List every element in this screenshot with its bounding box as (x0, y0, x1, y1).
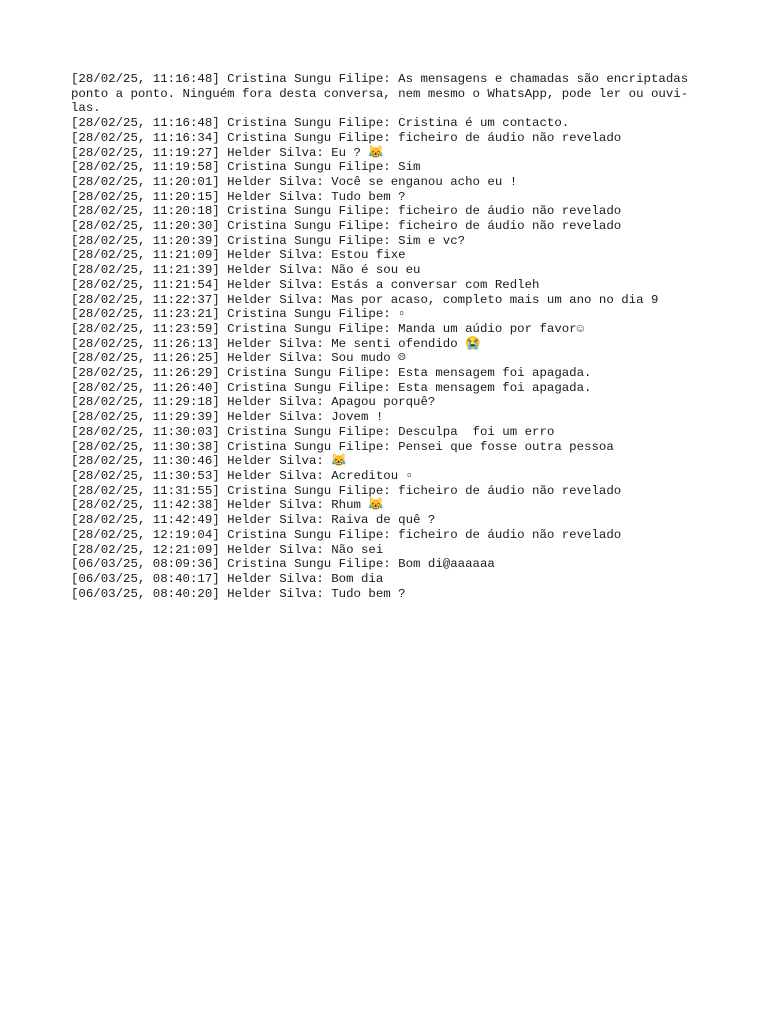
message-line: [28/02/25, 11:21:54] Helder Silva: Estás a conversar com Redleh (71, 277, 540, 292)
message-line: [28/02/25, 11:23:59] Cristina Sungu Filipe: Manda um aúdio por favor☺ (71, 321, 585, 336)
message-line: [28/02/25, 11:26:25] Helder Silva: Sou mudo ☹ (71, 351, 406, 366)
message-line: [28/02/25, 11:26:40] Cristina Sungu Filipe: Esta mensagem foi apagada. (71, 380, 592, 395)
message-line: [28/02/25, 11:19:27] Helder Silva: Eu ? 😹 (71, 145, 384, 160)
message-line: [28/02/25, 11:21:09] Helder Silva: Estou fixe (71, 248, 406, 263)
message-line: [28/02/25, 11:29:18] Helder Silva: Apagou porquê? (71, 395, 436, 410)
message-line: [28/02/25, 11:20:39] Cristina Sungu Filipe: Sim e vc? (71, 233, 466, 248)
message-line: [28/02/25, 11:26:13] Helder Silva: Me senti ofendido 😭 (71, 336, 481, 351)
message-line: [28/02/25, 11:19:58] Cristina Sungu Filipe: Sim (71, 160, 421, 175)
message-line: [28/02/25, 11:16:34] Cristina Sungu Filipe: ficheiro de áudio não revelado (71, 130, 622, 145)
message-line: [28/02/25, 11:31:55] Cristina Sungu Filipe: ficheiro de áudio não revelado (71, 483, 622, 498)
message-line: [28/02/25, 11:42:49] Helder Silva: Raiva de quê ? (71, 513, 436, 528)
message-line: [06/03/25, 08:40:20] Helder Silva: Tudo bem ? (71, 586, 406, 601)
message-line: [28/02/25, 12:19:04] Cristina Sungu Filipe: ficheiro de áudio não revelado (71, 527, 622, 542)
message-line: [28/02/25, 11:42:38] Helder Silva: Rhum 😹 (71, 498, 384, 513)
notice-line: [28/02/25, 11:16:48] Cristina Sungu Filipe: As mensagens e chamadas são encriptadas (71, 72, 689, 86)
message-line: [06/03/25, 08:09:36] Cristina Sungu Filipe: Bom di@aaaaaa (71, 557, 495, 572)
message-line: [28/02/25, 12:21:09] Helder Silva: Não sei (71, 542, 384, 557)
message-line: [28/02/25, 11:30:46] Helder Silva: 😹 (71, 454, 347, 469)
chat-export-document (71, 72, 701, 601)
message-line: [28/02/25, 11:30:38] Cristina Sungu Filipe: Pensei que fosse outra pessoa (71, 439, 614, 454)
notice-line: ponto a ponto. Ninguém fora desta conversa, nem mesmo o WhatsApp, pode ler ou ouvi- (71, 86, 689, 101)
message-line: [28/02/25, 11:20:15] Helder Silva: Tudo bem ? (71, 189, 406, 204)
message-line: [28/02/25, 11:20:30] Cristina Sungu Filipe: ficheiro de áudio não revelado (71, 219, 622, 234)
message-list (71, 116, 701, 601)
message-line: [28/02/25, 11:20:18] Cristina Sungu Filipe: ficheiro de áudio não revelado (71, 204, 622, 219)
message-line: [28/02/25, 11:30:03] Cristina Sungu Filipe: Desculpa foi um erro (71, 424, 555, 439)
message-line: [28/02/25, 11:16:48] Cristina Sungu Filipe: Cristina é um contacto. (71, 116, 570, 131)
message-line: [28/02/25, 11:21:39] Helder Silva: Não é sou eu (71, 263, 421, 278)
message-line: [28/02/25, 11:30:53] Helder Silva: Acreditou ▫ (71, 468, 414, 483)
message-line: [28/02/25, 11:26:29] Cristina Sungu Filipe: Esta mensagem foi apagada. (71, 366, 592, 381)
message-line: [06/03/25, 08:40:17] Helder Silva: Bom dia (71, 571, 384, 586)
notice-line: las. (71, 101, 101, 116)
message-line: [28/02/25, 11:23:21] Cristina Sungu Filipe: ▫ (71, 307, 406, 322)
message-line: [28/02/25, 11:29:39] Helder Silva: Jovem ! (71, 410, 384, 425)
message-line: [28/02/25, 11:20:01] Helder Silva: Você se enganou acho eu ! (71, 174, 518, 189)
encryption-notice (71, 72, 701, 116)
message-line: [28/02/25, 11:22:37] Helder Silva: Mas por acaso, completo mais um ano no dia 9 (71, 292, 659, 307)
